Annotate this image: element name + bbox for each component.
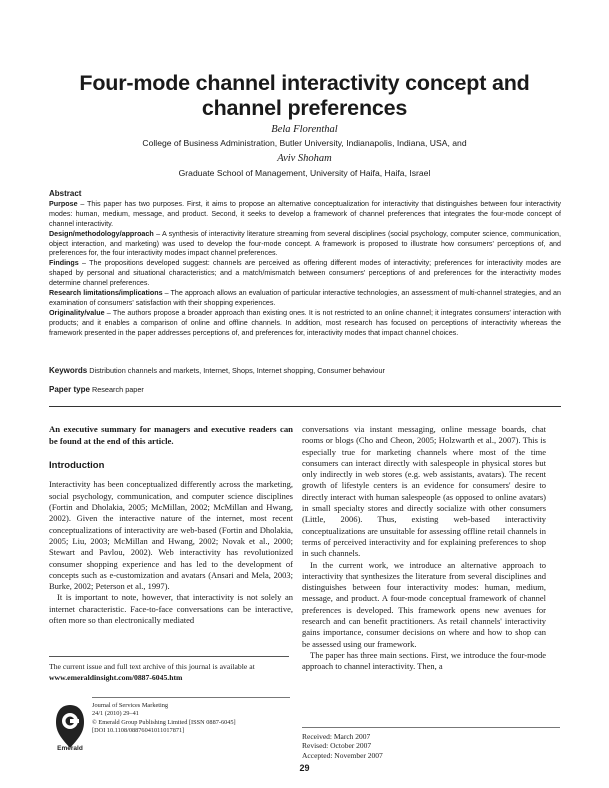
- abstract-design: [49, 230, 561, 260]
- emerald-logo-text: Emerald: [57, 745, 83, 752]
- keywords-label: Keywords: [49, 366, 88, 375]
- dates-rule: [302, 727, 560, 728]
- body-paragraph: Interactivity has been conceptualized differently across the marketing, social psychology, communication, and computer science disciplines (Fortin and Dholakia, 2005; McMillan, 2002; McMillan and Hwang, 2002). Given the interactive nature of the internet, most recent conceptualizations of interactivity are web-based (Fortin and Dholakia, 2005; Liu, 2003; McMillan and Hwang, 2002; Novak et al., 2000; Stewart and Pavlou, 2002). Web interactivity has revolutionized consumer shopping experience and has led to the development of concepts such as e-customization and avatars (Ansari and Mela, 2003; Burke, 2002; Peterson et al., 1997).: [49, 479, 293, 592]
- footnote-rule: [49, 656, 289, 657]
- paper-type: [49, 385, 561, 394]
- abstract-purpose: [49, 200, 561, 230]
- abstract-findings: [49, 259, 561, 289]
- author-affiliation-1: College of Business Administration, Butler University, Indianapolis, Indiana, USA, and: [142, 138, 467, 148]
- publisher-info: [92, 702, 292, 735]
- body-paragraph: The paper has three main sections. First, we introduce the four-mode approach to channel interactivity. Then, a: [302, 649, 546, 672]
- paper-type-text: Research paper: [91, 385, 144, 394]
- submission-dates: [302, 727, 562, 760]
- keywords-text: Distribution channels and markets, Internet, Shops, Internet shopping, Consumer behaviour: [89, 366, 385, 375]
- left-column: [49, 424, 293, 626]
- journal-name: Journal of Services Marketing: [92, 702, 169, 709]
- abstract-label: Research limitations/implications: [49, 289, 163, 298]
- publisher-rule: [92, 697, 290, 698]
- date-revised: Revised: October 2007: [302, 741, 372, 751]
- abstract-heading: Abstract: [49, 189, 82, 198]
- availability-text: The current issue and full text archive of this journal is available at: [49, 662, 255, 671]
- abstract-label: Findings: [49, 259, 79, 268]
- article-title: Four-mode channel interactivity concept and channel preferences: [79, 71, 530, 120]
- copyright-line: © Emerald Group Publishing Limited [ISSN 0887-6045]: [92, 718, 236, 726]
- right-column: [302, 424, 546, 673]
- doi-line: [DOI 10.1108/08876041011017871]: [92, 726, 185, 734]
- journal-url[interactable]: www.emeraldinsight.com/0887-6045.htm: [49, 672, 183, 682]
- abstract: [49, 189, 561, 339]
- abstract-text: – The authors propose a broader approach than existing ones. It is not restricted to an online channel; it integrates consumers' interaction with products; and it enables a comparison of online and offline channels. In addition, most research has focused on perceptions of interactivity whereas the framework presented in the paper addresses perceptions of, and preferences for, interactivity modes that impact channel choices.: [49, 308, 561, 337]
- abstract-limitations: [49, 289, 561, 309]
- body-paragraph: conversations via instant messaging, online message boards, chat rooms or blogs (Cho and Cheon, 2005; Holzwarth et al., 2007). This is especially true for marketing channels where most of the time consumers can interact directly with salespeople in physical stores but only indirectly in web stores (e.g. web assistants, avatars). The recent growth of lifestyle centers is an evidence for consumers' desire to directly interact with human salespeople (as opposed to online avatars) in small specialty stores and directly socialize with other consumers (Little, 2006). Thus, existing web-based interactivity conceptualizations are unsuitable for assessing offline retail channels in terms of perceived interactivity and for explaining preferences to shop in such channels.: [302, 424, 546, 559]
- abstract-text: – The propositions developed suggest: channels are perceived as offering different modes of interactivity; preferences for interactivity modes are shaped by personal and situational characteristics; and a match/mismatch between consumers' perceptions of and preferences for the interactivity modes determine channel preferences.: [49, 259, 561, 288]
- author-name-2: Aviv Shoham: [277, 153, 332, 164]
- paper-type-label: Paper type: [49, 385, 90, 394]
- body-paragraph: It is important to note, however, that interactivity is not solely an internet characteristic. Face-to-face conversations can be interactive, often more so than electronically mediated: [49, 592, 293, 626]
- section-heading-introduction: Introduction: [49, 460, 105, 472]
- abstract-label: Originality/value: [49, 308, 105, 317]
- abstract-text: – This paper has two purposes. First, it aims to propose an alternative conceptualization for interactivity that distinguishes between four interactivity modes: human, medium, message, and product. Second, it seeks to develop a framework of channel preferences that integrates the four-mode concept of channel interactivity.: [49, 199, 561, 228]
- author-affiliation-2: Graduate School of Management, University of Haifa, Haifa, Israel: [178, 168, 431, 178]
- date-received: Received: March 2007: [302, 732, 371, 741]
- date-accepted: Accepted: November 2007: [302, 750, 383, 760]
- author-name-1: Bela Florenthal: [271, 124, 338, 135]
- emerald-logo-icon: [54, 704, 86, 751]
- abstract-originality: [49, 309, 561, 339]
- abstract-label: Design/methodology/approach: [49, 229, 154, 238]
- journal-volume: 24/1 (2010) 29–41: [92, 710, 139, 718]
- abstract-label: Purpose: [49, 199, 78, 208]
- body-paragraph: In the current work, we introduce an alternative approach to interactivity that synthesizes the literature from several disciplines and distinguishes between four interactivity modes: human, medium, message, and product. A four-mode conceptual framework of channel preferences is developed. This framework opens new avenues for research and can benefit practitioners. As retail channels' interactivity gains importance, consumer decisions on where and how to shop can be assessed using our framework.: [302, 559, 546, 649]
- abstract-text: – The approach allows an evaluation of particular interactive technologies, an assessment of multi-channel strategies, and an examination of consumers' satisfaction with their shopping experiences.: [49, 289, 561, 307]
- page-number: 29: [299, 763, 310, 773]
- executive-summary-note: An executive summary for managers and executive readers can be found at the end of this article.: [49, 424, 293, 446]
- abstract-text: – A synthesis of interactivity literature streaming from several disciplines (social psychology, computer science, communication, object interaction, and marketing) was used to develop the four-mode concept. A framework is proposed to illustrate how consumers' perceptions of, and preferences for, the four interactivity modes impact channel preferences.: [49, 229, 561, 258]
- journal-availability-note: [49, 656, 289, 683]
- section-divider: [49, 406, 561, 407]
- keywords: [49, 366, 561, 375]
